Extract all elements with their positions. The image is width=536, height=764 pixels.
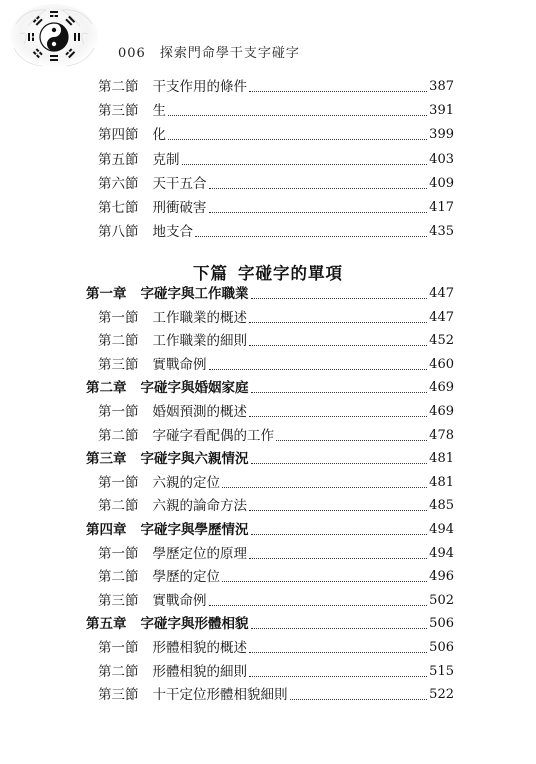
toc-section-entry[interactable]	[98, 307, 454, 327]
toc-leader-dots	[249, 652, 427, 653]
toc-page-number: 522	[429, 687, 454, 703]
toc-section-entry[interactable]	[98, 149, 454, 169]
toc-section-entry[interactable]	[98, 100, 454, 120]
toc-entry-title: 工作職業的細則	[152, 333, 247, 350]
toc-section-entry[interactable]	[98, 590, 454, 610]
toc-section-entry[interactable]	[98, 76, 454, 96]
toc-leader-dots	[249, 322, 427, 323]
toc-section-number: 第四章	[86, 522, 127, 538]
toc-page-number: 447	[429, 309, 454, 325]
toc-leader-dots	[251, 298, 428, 299]
toc-section-number: 第七節	[98, 200, 139, 216]
toc-page-number: 496	[429, 569, 454, 585]
toc-leader-dots	[251, 463, 428, 464]
toc-section-number: 第一節	[98, 309, 139, 326]
toc-entry-title: 婚姻預測的概述	[152, 404, 247, 420]
toc-page-number: 506	[429, 616, 454, 632]
toc-page-number: 494	[429, 522, 454, 537]
toc-entry-title: 地支合	[152, 224, 193, 241]
toc-leader-dots	[209, 605, 428, 606]
toc-section-number: 第二章	[86, 380, 127, 397]
toc-leader-dots	[249, 558, 427, 559]
toc-section-number: 第三節	[98, 687, 139, 704]
toc-leader-dots	[222, 581, 427, 582]
toc-entry-title: 工作職業的概述	[152, 309, 247, 326]
toc-leader-dots	[249, 676, 427, 677]
toc-chapter-entry[interactable]	[86, 519, 454, 539]
toc-section-entry[interactable]	[98, 472, 454, 492]
toc-leader-dots	[209, 212, 428, 213]
toc-section-number: 第一節	[98, 640, 139, 656]
toc-section-number: 第一節	[98, 404, 139, 420]
toc-section-entry[interactable]	[98, 684, 454, 704]
toc-page-number: 515	[429, 663, 454, 679]
toc-section-number: 第三節	[98, 592, 139, 609]
toc-entry-title: 實戰命例	[152, 356, 207, 373]
toc-section-entry[interactable]	[98, 543, 454, 563]
toc-page-number: 478	[429, 427, 454, 443]
toc-leader-dots	[182, 164, 428, 165]
toc-page-number: 460	[429, 356, 454, 372]
toc-page-number: 452	[429, 333, 454, 349]
toc-entry-title: 天干五合	[152, 175, 207, 192]
toc-section-entry[interactable]	[98, 197, 454, 217]
toc-entry-title: 字碰字與學歷情況	[140, 522, 249, 538]
part-label: 下篇	[193, 264, 228, 283]
toc-page-number: 494	[429, 545, 454, 561]
toc-section-number: 第三節	[98, 103, 139, 120]
toc-section-number: 第三章	[86, 451, 127, 468]
toc-section-entry[interactable]	[98, 637, 454, 657]
toc-section-number: 第五節	[98, 151, 139, 168]
toc-chapter-entry[interactable]	[86, 448, 454, 468]
toc-leader-dots	[168, 139, 427, 140]
toc-entry-title: 字碰字與形體相貌	[140, 616, 249, 633]
toc-section-entry[interactable]	[98, 330, 454, 350]
toc-chapter-entry[interactable]	[86, 613, 454, 633]
toc-page-number: 417	[429, 200, 454, 215]
toc-leader-dots	[249, 510, 427, 511]
toc-entry-title: 刑衝破害	[152, 200, 207, 216]
toc-section-number: 第一節	[98, 545, 139, 562]
toc-section-number: 第一節	[98, 474, 139, 491]
toc-leader-dots	[168, 115, 427, 116]
toc-page-number: 399	[429, 127, 454, 143]
toc-entry-title: 字碰字看配偶的工作	[152, 427, 274, 444]
toc-entry-title: 生	[152, 103, 166, 120]
toc-entry-title: 實戰命例	[152, 592, 207, 609]
toc-leader-dots	[251, 392, 428, 393]
toc-leader-dots	[290, 699, 428, 700]
toc-section-number: 第二節	[98, 427, 139, 444]
toc-leader-dots	[222, 487, 427, 488]
toc-entry-title: 六親的論命方法	[152, 498, 247, 515]
toc-leader-dots	[249, 91, 427, 92]
toc-chapter-entry[interactable]	[86, 283, 454, 303]
toc-page-number: 469	[429, 404, 454, 419]
toc-entry-title: 干支作用的條件	[152, 79, 247, 95]
toc-page-number: 481	[429, 474, 454, 490]
page-number: 006	[118, 46, 146, 61]
toc-entry-title: 六親的定位	[152, 474, 220, 491]
running-head	[118, 42, 300, 61]
toc-entry-title: 化	[152, 127, 166, 144]
toc-section-entry[interactable]	[98, 354, 454, 374]
toc-page-number: 485	[429, 498, 454, 514]
toc-section-entry[interactable]	[98, 566, 454, 586]
toc-leader-dots	[209, 369, 428, 370]
toc-section-entry[interactable]	[98, 401, 454, 421]
yin-yang-bagua-icon	[6, 4, 102, 74]
toc-section-number: 第六節	[98, 175, 139, 192]
toc-section-number: 第二節	[98, 663, 139, 680]
toc-page-number: 409	[429, 175, 454, 191]
toc-section-number: 第五章	[86, 616, 127, 633]
toc-section-entry[interactable]	[98, 124, 454, 144]
toc-page-number: 502	[429, 592, 454, 608]
toc-entry-title: 十干定位形體相貌細則	[152, 687, 288, 704]
toc-page-number: 403	[429, 151, 454, 167]
book-title: 探索門命學干支字碰字	[159, 46, 300, 61]
toc-section-number: 第三節	[98, 356, 139, 373]
toc-section-number: 第四節	[98, 127, 139, 144]
toc-entry-title: 學歷定位的原理	[152, 545, 247, 562]
toc-entry-title: 字碰字與工作職業	[140, 286, 249, 302]
toc-section-entry[interactable]	[98, 221, 454, 241]
toc-page-number: 481	[429, 451, 454, 467]
toc-entry-title: 形體相貌的細則	[152, 663, 247, 680]
toc-section-entry[interactable]	[98, 495, 454, 515]
toc-section-number: 第二節	[98, 333, 139, 350]
toc-section-number: 第二節	[98, 498, 139, 515]
toc-leader-dots	[209, 188, 428, 189]
toc-page-number: 469	[429, 380, 454, 396]
toc-leader-dots	[195, 236, 427, 237]
toc-chapter-entry[interactable]	[86, 377, 454, 397]
toc-entry-title: 學歷的定位	[152, 569, 220, 586]
toc-section-number: 第八節	[98, 224, 139, 241]
toc-page-number: 435	[429, 224, 454, 240]
toc-section-entry[interactable]	[98, 425, 454, 445]
toc-leader-dots	[251, 534, 428, 535]
toc-leader-dots	[251, 628, 428, 629]
toc-section-number: 第二節	[98, 569, 139, 586]
toc-leader-dots	[249, 345, 427, 346]
toc-section-number: 第二節	[98, 79, 139, 95]
toc-section-entry[interactable]	[98, 173, 454, 193]
toc-section-entry[interactable]	[98, 661, 454, 681]
toc-leader-dots	[249, 416, 427, 417]
toc-section-number: 第一章	[86, 286, 127, 302]
toc-page-number: 391	[429, 103, 454, 119]
toc-entry-title: 字碰字與婚姻家庭	[140, 380, 249, 397]
toc-leader-dots	[276, 440, 427, 441]
toc-entry-title: 克制	[152, 151, 180, 168]
toc-entry-title: 字碰字與六親情況	[140, 451, 249, 468]
toc-page-number: 387	[429, 79, 454, 94]
toc-page-number: 447	[429, 286, 454, 301]
toc-entry-title: 形體相貌的概述	[152, 640, 247, 656]
toc-page-number: 506	[429, 640, 454, 655]
part-title: 字碰字的單項	[238, 264, 343, 283]
part-heading	[0, 260, 536, 284]
